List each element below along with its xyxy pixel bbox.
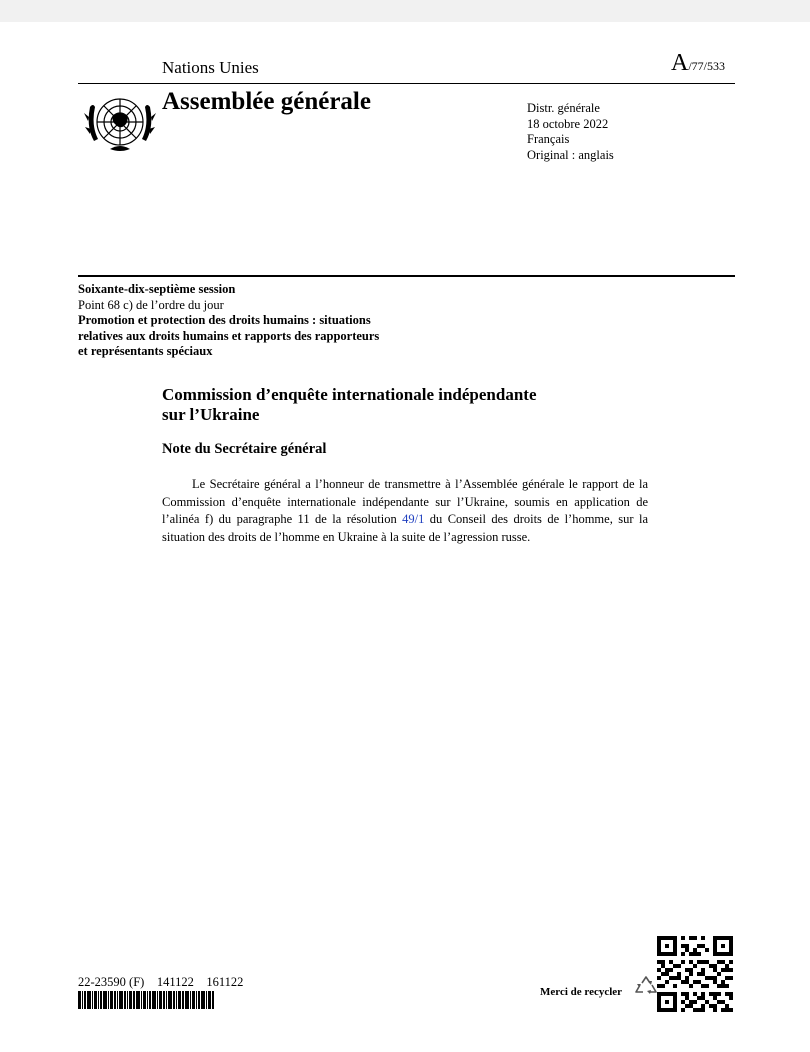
document-symbol [671,50,725,77]
agenda-item-title-line: Promotion et protection des droits humains : situations [78,313,371,328]
viewer-top-bar [0,0,810,22]
footer-date-1: 141122 [156,975,194,989]
job-number: 22-23590 (F) [78,975,145,989]
body-text-after-link: du Conseil des droits de l’homme, sur la situation des droits de l’homme en Ukraine à la suite de l’agression russe. [162,512,648,544]
un-emblem-icon [80,91,160,155]
header-rule [78,83,735,84]
distribution-line: Distr. générale [527,101,600,115]
organization-name: Nations Unies [162,58,259,77]
footer-job-code [78,975,243,990]
agenda-block [78,282,438,360]
assembly-name: Assemblée générale [162,88,371,115]
session-title: Soixante-dix-septième session [78,282,236,296]
document-subtitle: Note du Secrétaire général [162,441,327,457]
document-title [162,385,632,425]
qr-code-icon [657,936,733,1012]
recycle-icon [633,975,659,999]
symbol-prefix: A [671,50,689,76]
recycle-text: Merci de recycler [540,986,623,998]
agenda-rule [78,275,735,277]
body-paragraph [162,476,648,546]
document-title-line: Commission d’enquête internationale indépendante [162,385,537,404]
distribution-block [527,101,614,163]
resolution-link[interactable]: 49/1 [402,512,425,526]
agenda-item: Point 68 c) de l’ordre du jour [78,297,224,312]
footer-date-2: 161122 [206,975,244,989]
language-line: Français [527,132,570,146]
original-language-line: Original : anglais [527,147,614,162]
barcode-icon [78,991,214,1009]
document-title-line: sur l’Ukraine [162,405,260,424]
agenda-item-title-line: relatives aux droits humains et rapports des rapporteurs [78,328,380,343]
symbol-suffix: /77/533 [688,59,726,73]
body-text-before-link: Le Secrétaire général a l’honneur de transmettre à l’Assemblée générale le rapport de la Commission d’enquête internationale indépendante sur l’Ukraine, soumis en application de l’alinéa f) du paragraphe 11 de la résolution [162,477,648,526]
document-date: 18 octobre 2022 [527,116,609,131]
agenda-item-title-line: et représentants spéciaux [78,344,213,359]
